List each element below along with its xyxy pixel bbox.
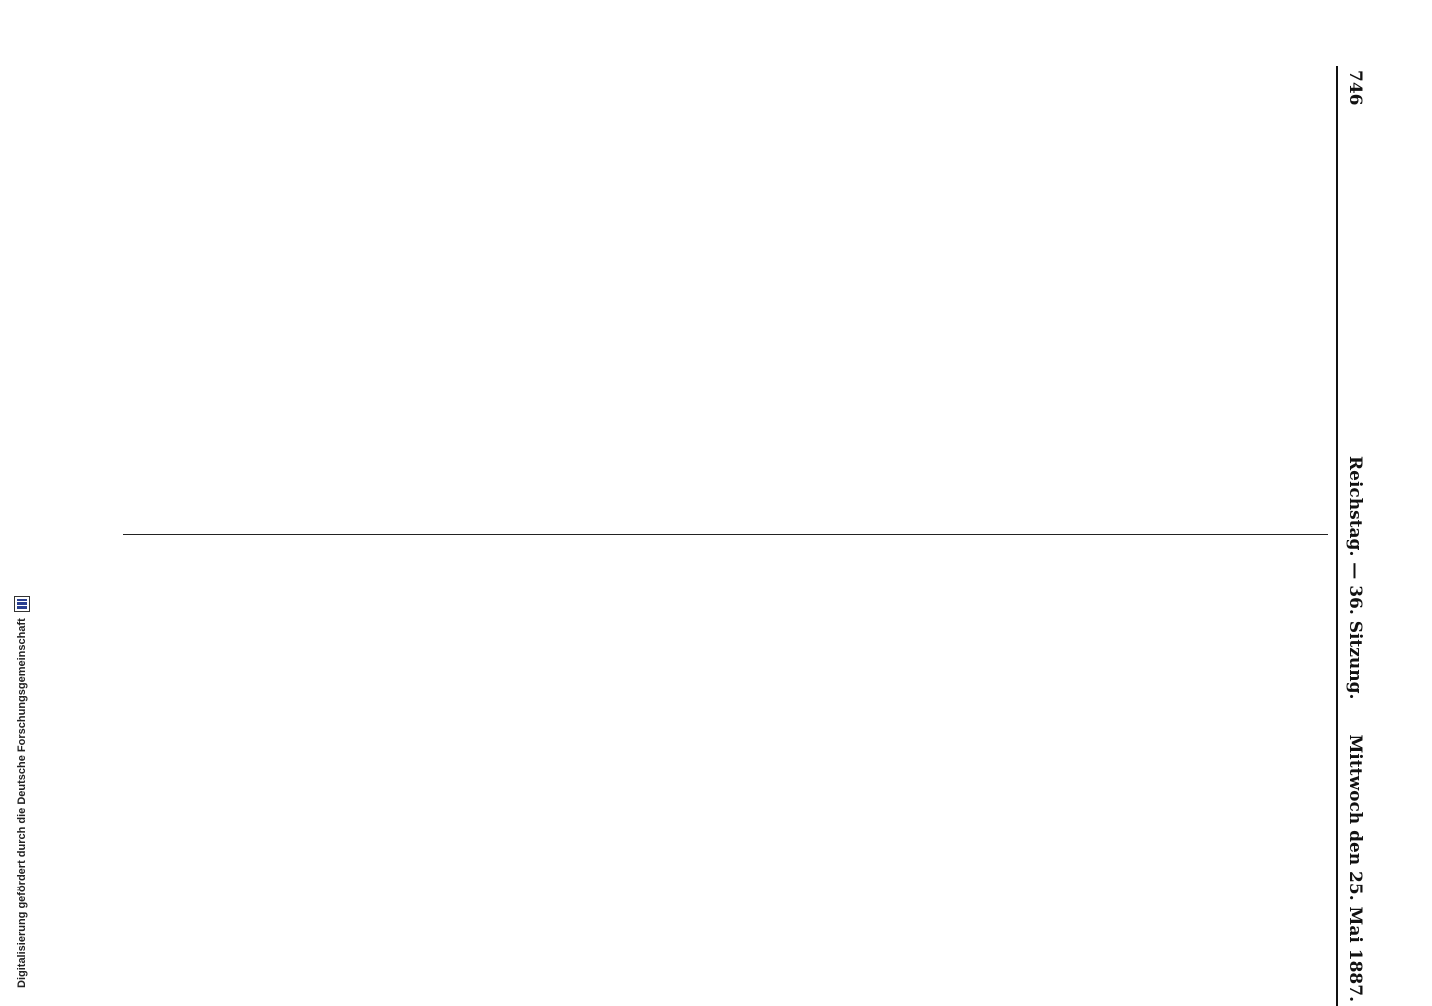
right-column-text (123, 546, 1328, 1001)
newspaper-page (112, 66, 1372, 1006)
dfg-logo-icon (14, 596, 30, 612)
digitization-credit (14, 596, 30, 988)
column-divider (123, 534, 1328, 535)
session-date: Mittwoch den 25. Mai 1887. (1345, 734, 1365, 1002)
credit-text: Digitalisierung gefördert durch die Deutsche Forschungsgemeinschaft (16, 618, 28, 988)
page-number: 746 (1345, 70, 1365, 106)
left-column-text (123, 66, 1328, 521)
session-title: Reichstag. — 36. Sitzung. (1345, 456, 1365, 700)
page-header (1336, 66, 1372, 1006)
